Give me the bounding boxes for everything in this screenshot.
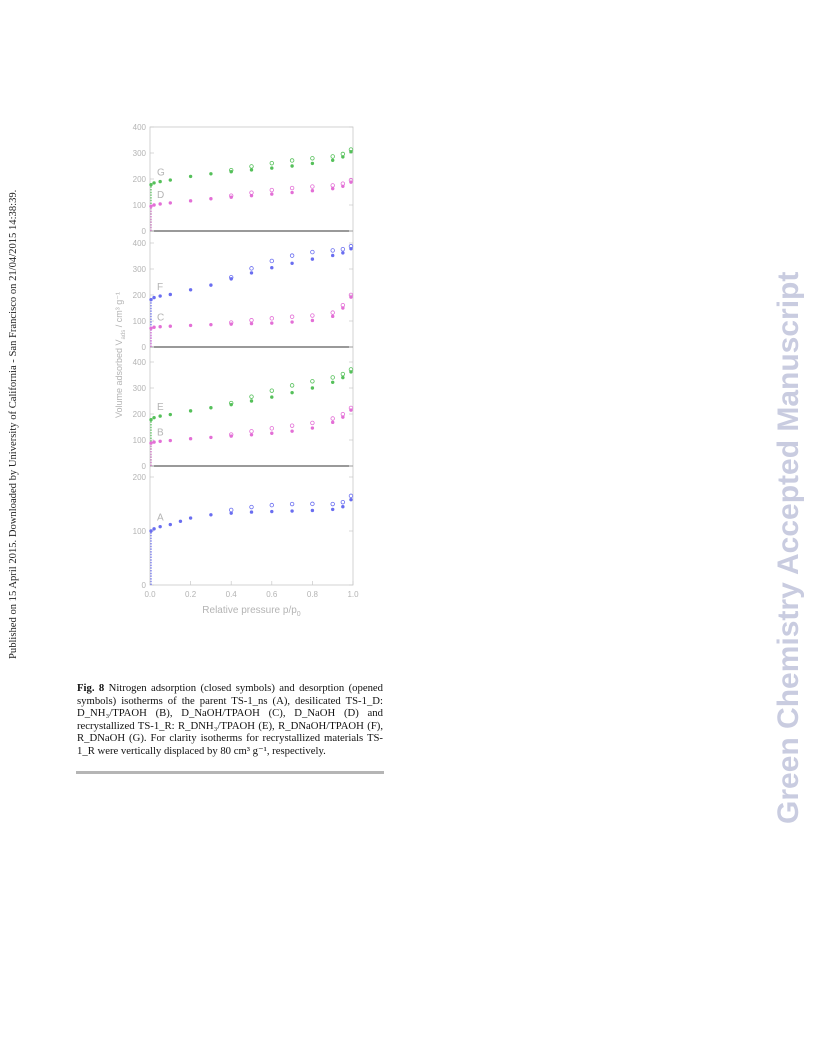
adsorption-point	[149, 327, 152, 330]
adsorption-point	[149, 298, 152, 301]
adsorption-point	[149, 418, 152, 421]
desorption-point	[250, 318, 254, 322]
adsorption-point	[158, 294, 161, 297]
adsorption-point	[169, 413, 172, 416]
adsorption-point	[158, 325, 161, 328]
y-tick-label: 200	[132, 410, 146, 419]
series-label-F: F	[157, 282, 164, 294]
desorption-point	[290, 384, 294, 388]
desorption-point	[270, 259, 274, 263]
adsorption-point	[189, 516, 192, 519]
adsorption-point	[331, 508, 334, 511]
desorption-point	[229, 508, 233, 512]
adsorption-point	[311, 509, 314, 512]
adsorption-point	[311, 189, 314, 192]
adsorption-point	[209, 172, 212, 175]
adsorption-point	[270, 432, 273, 435]
figure-caption-text: Nitrogen adsorption (closed symbols) and desorption (opened symbols) isotherms of the parent TS-1_ns (A), desilicated TS-1_D: D_NH₃/TPAOH (B), D_NaOH/TPAOH (C), D_NaOH (D) and recrystallized TS-1_R: R_DNH₃/TPAOH (E), R_DNaOH/TPAOH (F), R_DNaOH (G). For clarity isotherms for recrystallized materials TS-1_R were vertically displaced by 80 cm³ g⁻¹, respectively.	[77, 682, 383, 757]
series-label-D: D	[157, 189, 165, 201]
adsorption-point	[290, 429, 293, 432]
adsorption-point	[149, 205, 152, 208]
adsorption-point	[311, 319, 314, 322]
adsorption-point	[331, 254, 334, 257]
desorption-point	[311, 250, 315, 254]
adsorption-point	[189, 175, 192, 178]
adsorption-point	[209, 323, 212, 326]
adsorption-point	[209, 436, 212, 439]
adsorption-point	[158, 414, 161, 417]
desorption-point	[331, 417, 335, 421]
desorption-point	[331, 376, 335, 380]
adsorption-point	[152, 326, 155, 329]
adsorption-point	[169, 178, 172, 181]
desorption-point	[270, 188, 274, 192]
adsorption-point	[149, 441, 152, 444]
adsorption-point	[311, 162, 314, 165]
adsorption-point	[331, 381, 334, 384]
adsorption-point	[331, 315, 334, 318]
desorption-point	[270, 161, 274, 165]
adsorption-point	[270, 166, 273, 169]
adsorption-point	[189, 288, 192, 291]
adsorption-point	[189, 199, 192, 202]
adsorption-point	[250, 399, 253, 402]
desorption-point	[311, 156, 315, 160]
adsorption-point	[149, 183, 152, 186]
adsorption-point	[270, 192, 273, 195]
x-tick-label: 0.4	[225, 590, 237, 599]
desorption-point	[311, 314, 315, 318]
adsorption-point	[290, 391, 293, 394]
desorption-point	[270, 317, 274, 321]
desorption-point	[331, 311, 335, 315]
y-tick-label: 300	[132, 384, 146, 393]
adsorption-point	[152, 181, 155, 184]
adsorption-point	[341, 251, 344, 254]
adsorption-point	[341, 376, 344, 379]
y-tick-label: 0	[141, 462, 146, 471]
adsorption-point	[250, 433, 253, 436]
desorption-point	[331, 249, 335, 253]
figure-label: Fig. 8	[77, 682, 105, 694]
desorption-point	[290, 159, 294, 163]
adsorption-point	[290, 191, 293, 194]
desorption-point	[311, 421, 315, 425]
y-tick-label: 200	[132, 175, 146, 184]
desorption-point	[331, 155, 335, 159]
adsorption-point	[270, 510, 273, 513]
y-tick-label: 100	[132, 317, 146, 326]
y-tick-label: 200	[132, 473, 146, 482]
desorption-point	[270, 427, 274, 431]
download-note	[6, 185, 20, 665]
series-label-A: A	[157, 512, 164, 524]
adsorption-point	[152, 203, 155, 206]
desorption-point	[250, 191, 254, 195]
adsorption-point	[311, 386, 314, 389]
desorption-point	[290, 254, 294, 258]
desorption-point	[311, 185, 315, 189]
adsorption-point	[169, 325, 172, 328]
watermark	[770, 230, 810, 830]
adsorption-point	[169, 293, 172, 296]
adsorption-point	[189, 324, 192, 327]
series-label-C: C	[157, 312, 165, 324]
y-tick-label: 100	[132, 527, 146, 536]
adsorption-point	[331, 159, 334, 162]
y-tick-label: 400	[132, 123, 146, 132]
desorption-point	[250, 395, 254, 399]
y-tick-label: 400	[132, 358, 146, 367]
adsorption-point	[152, 416, 155, 419]
y-tick-label: 100	[132, 436, 146, 445]
series-label-G: G	[157, 167, 165, 179]
x-tick-label: 0.8	[306, 590, 318, 599]
desorption-point	[250, 165, 254, 169]
y-tick-label: 400	[132, 239, 146, 248]
y-axis-label: Volume adsorbed $V_{ads} / cm^3$ g⁻¹	[114, 292, 127, 418]
adsorption-point	[209, 513, 212, 516]
adsorption-point	[158, 202, 161, 205]
desorption-point	[349, 494, 353, 498]
y-tick-label: 300	[132, 265, 146, 274]
adsorption-point	[270, 395, 273, 398]
adsorption-point	[311, 426, 314, 429]
desorption-point	[331, 184, 335, 188]
series-label-B: B	[157, 427, 164, 439]
download-note-text: Published on 15 April 2015. Downloaded by University of California - San Francisco on 21/04/2015 14:38:39.	[8, 189, 19, 659]
desorption-point	[290, 502, 294, 506]
adsorption-point	[169, 523, 172, 526]
desorption-point	[341, 500, 345, 504]
adsorption-point	[270, 321, 273, 324]
desorption-point	[311, 502, 315, 506]
adsorption-point	[158, 525, 161, 528]
x-tick-label: 1.0	[347, 590, 359, 599]
y-tick-label: 0	[141, 581, 146, 590]
y-tick-label: 100	[132, 201, 146, 210]
adsorption-point	[349, 498, 352, 501]
desorption-point	[250, 505, 254, 509]
x-tick-label: 0.2	[185, 590, 197, 599]
caption-divider	[76, 771, 384, 774]
adsorption-point	[331, 421, 334, 424]
adsorption-point	[152, 527, 155, 530]
x-tick-label: 0.6	[266, 590, 278, 599]
adsorption-point	[189, 409, 192, 412]
y-tick-label: 0	[141, 343, 146, 352]
adsorption-point	[152, 296, 155, 299]
y-tick-label: 300	[132, 149, 146, 158]
y-tick-label: 0	[141, 227, 146, 236]
x-tick-label: 0.0	[144, 590, 156, 599]
adsorption-point	[290, 320, 293, 323]
desorption-point	[250, 430, 254, 434]
desorption-point	[331, 502, 335, 506]
adsorption-point	[270, 266, 273, 269]
adsorption-point	[250, 168, 253, 171]
figure-caption	[77, 682, 383, 758]
adsorption-point	[209, 197, 212, 200]
adsorption-point	[290, 509, 293, 512]
adsorption-point	[341, 505, 344, 508]
adsorption-point	[149, 529, 152, 532]
desorption-point	[290, 315, 294, 319]
series-label-E: E	[157, 402, 164, 414]
adsorption-point	[158, 180, 161, 183]
adsorption-point	[250, 271, 253, 274]
x-axis-label: Relative pressure $p/p_0$	[202, 605, 301, 618]
desorption-point	[270, 389, 274, 393]
adsorption-point	[179, 520, 182, 523]
adsorption-point	[169, 439, 172, 442]
adsorption-point	[311, 257, 314, 260]
adsorption-point	[189, 437, 192, 440]
adsorption-point	[152, 440, 155, 443]
desorption-point	[270, 503, 274, 507]
adsorption-point	[158, 440, 161, 443]
adsorption-point	[209, 283, 212, 286]
watermark-text: Green Chemistry Accepted Manuscript	[772, 271, 805, 824]
adsorption-point	[250, 510, 253, 513]
desorption-point	[290, 424, 294, 428]
desorption-point	[341, 247, 345, 251]
y-tick-label: 200	[132, 291, 146, 300]
adsorption-point	[290, 164, 293, 167]
isotherm-figure	[100, 115, 370, 625]
adsorption-point	[290, 262, 293, 265]
adsorption-point	[209, 406, 212, 409]
adsorption-point	[169, 201, 172, 204]
desorption-point	[311, 379, 315, 383]
desorption-point	[290, 186, 294, 190]
desorption-point	[250, 267, 254, 271]
desorption-point	[341, 372, 345, 376]
